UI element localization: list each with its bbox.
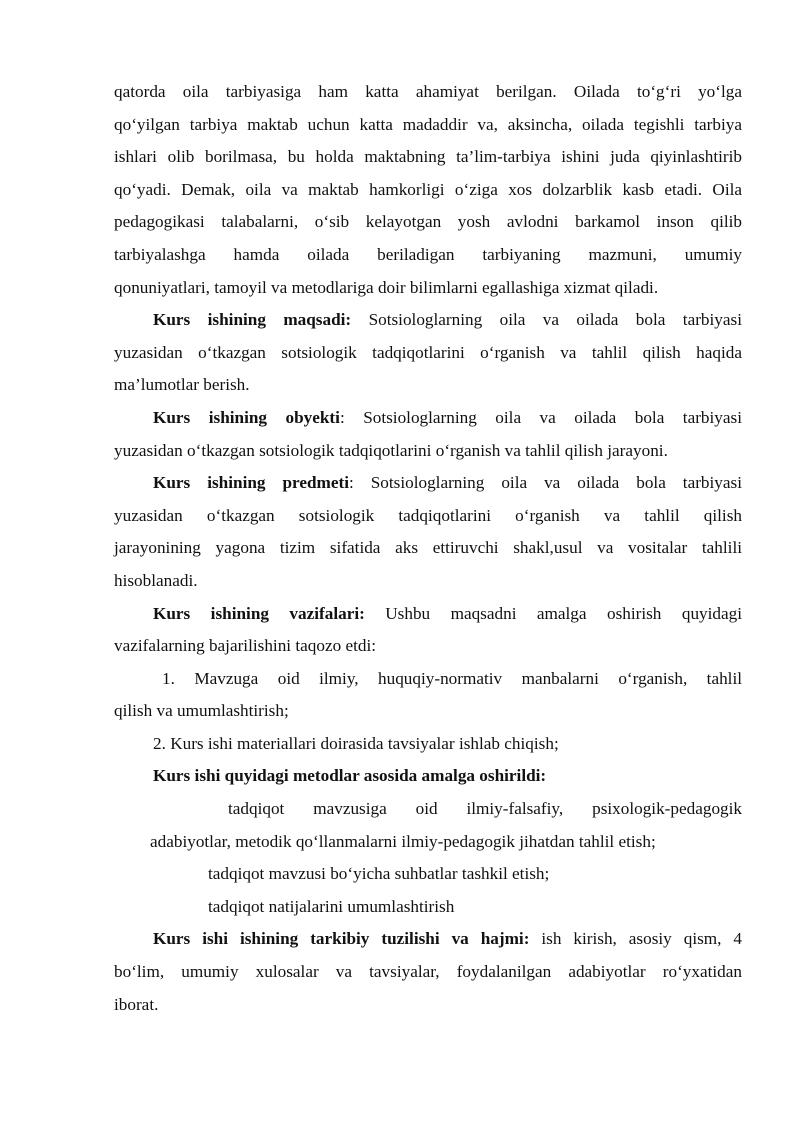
intro-line: qatorda oila tarbiyasiga ham katta ahamiyat berilgan. Oilada to‘g‘ri yo‘lga [114, 82, 742, 101]
page-content [114, 76, 742, 1021]
tuzilish-label: Kurs ishi ishining tarkibiy tuzilishi va hajmi: [153, 929, 530, 949]
maqsad-first-line [114, 304, 742, 337]
predmet-first-line [114, 467, 742, 500]
predmet-line: yuzasidan o‘tkazgan sotsiologik tadqiqotlarini o‘rganish va tahlil qilish [114, 505, 742, 525]
metod-item-1: tadqiqot mavzusiga oid ilmiy-falsafiy, psixologik-pedagogik [228, 799, 742, 819]
obyekt-label: Kurs ishining obyekti [153, 407, 340, 427]
maqsad-text: Sotsiologlarning oila va oilada bola tarbiyasi [351, 310, 742, 330]
vazifa-line: vazifalarning bajarilishini taqozo etdi: [114, 636, 377, 656]
metod-heading-text: Kurs ishi quyidagi metodlar asosida amalga oshirildi: [153, 766, 547, 786]
obyekt-line: yuzasidan o‘tkazgan sotsiologik tadqiqotlarini o‘rganish va tahlil qilish jarayoni. [114, 440, 668, 460]
vazifa-label: Kurs ishining vazifalari: [153, 603, 365, 623]
metod-item-3: tadqiqot natijalarini umumlashtirish [208, 896, 455, 916]
predmet-text: : Sotsiologlarning oila va oilada bola tarbiyasi [348, 473, 742, 493]
predmet-line: jarayonining yagona tizim sifatida aks ettiruvchi shakl,usul va vositalar tahlili [114, 538, 742, 558]
metod-item-2: tadqiqot mavzusi bo‘yicha suhbatlar tashkil etish; [208, 864, 550, 884]
obyekt-first-line [114, 402, 742, 435]
tuzilish-line: bo‘lim, umumiy xulosalar va tavsiyalar, foydalanilgan adabiyotlar ro‘yxatidan [114, 962, 742, 982]
vazifa-first-line [114, 598, 742, 631]
obyekt-text: : Sotsiologlarning oila va oilada bola tarbiyasi [339, 407, 742, 427]
intro-line: qonuniyatlari, tamoyil va metodlariga doir bilimlarni egallashiga xizmat qiladi. [114, 277, 659, 297]
predmet-line: hisoblanadi. [114, 570, 198, 590]
tuzilish-first-line [114, 923, 742, 956]
intro-line: pedagogikasi talabalarni, o‘sib kelayotgan yosh avlodni barkamol inson qilib [114, 212, 742, 232]
metod-item-1-cont: adabiyotlar, metodik qo‘llanmalarni ilmiy-pedagogik jihatdan tahlil etish; [150, 831, 656, 851]
vazifa-item-1: 1. Mavzuga oid ilmiy, huquqiy-normativ manbalarni o‘rganish, tahlil [162, 668, 742, 688]
predmet-label: Kurs ishining predmeti [153, 473, 349, 493]
intro-line: qo‘yadi. Demak, oila va maktab hamkorligi o‘ziga xos dolzarblik kasb etadi. Oila [114, 179, 742, 199]
maqsad-line: yuzasidan o‘tkazgan sotsiologik tadqiqotlarini o‘rganish va tahlil qilish haqida [114, 342, 742, 362]
vazifa-text: Ushbu maqsadni amalga oshirish quyidagi [364, 603, 742, 623]
tuzilish-text: ish kirish, asosiy qism, 4 [529, 929, 742, 949]
vazifa-item-2: 2. Kurs ishi materiallari doirasida tavsiyalar ishlab chiqish; [153, 733, 559, 753]
intro-line: ishlari olib borilmasa, bu holda maktabning ta’lim-tarbiya ishini juda qiyinlashtirib [114, 147, 742, 167]
metod-heading [114, 760, 742, 793]
vazifa-item-1-cont: qilish va umumlashtirish; [114, 701, 289, 721]
maqsad-label: Kurs ishining maqsadi: [153, 310, 352, 330]
maqsad-line: ma’lumotlar berish. [114, 375, 250, 395]
tuzilish-line: iborat. [114, 994, 159, 1014]
intro-line: qo‘yilgan tarbiya maktab uchun katta madaddir va, aksincha, oilada tegishli tarbiya [114, 114, 742, 134]
intro-line: tarbiyalashga hamda oilada beriladigan tarbiyaning mazmuni, umumiy [114, 244, 742, 264]
